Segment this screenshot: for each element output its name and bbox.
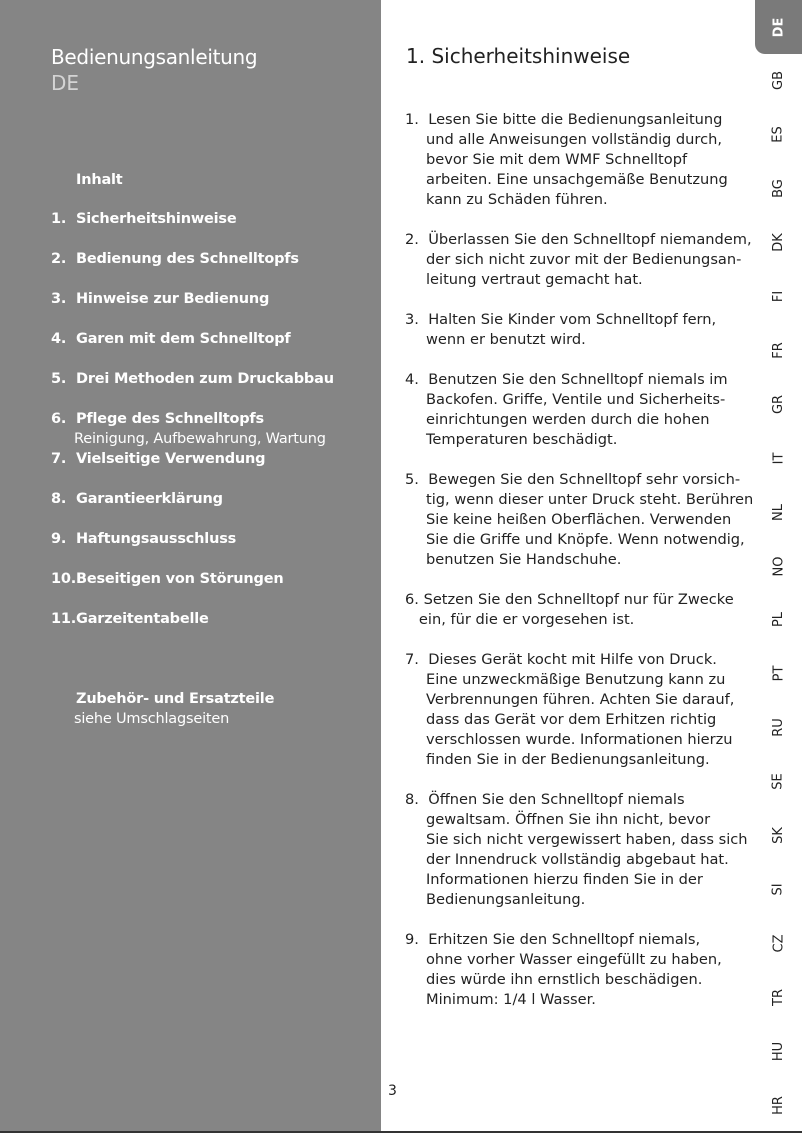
language-code: PT [771,665,786,682]
toc-label: Hinweise zur Bedienung [76,291,270,307]
toc-accessories[interactable] [76,689,274,729]
language-tab-pt[interactable] [755,647,802,701]
item-line: 4. Benutzen Sie den Schnelltopf niemals im [405,371,728,388]
item-line: ein, für die er vorgesehen ist. [405,611,635,628]
item-line: 3. Halten Sie Kinder vom Schnelltopf fern, [405,311,717,328]
item-line: 1. Lesen Sie bitte die Bedienungsanleitung [405,111,723,128]
item-line: wenn er benutzt wird. [426,331,586,348]
manual-language: DE [51,71,80,95]
language-tab-de[interactable] [755,0,802,54]
language-code: PL [771,612,786,628]
language-tab-gb[interactable] [755,54,802,108]
toc-item[interactable] [51,289,269,309]
section-title: 1. Sicherheitshinweise [406,44,631,68]
language-code: GR [770,394,786,414]
safety-item [405,790,753,910]
language-code: RU [771,718,786,737]
item-line: Verbrennungen führen. Achten Sie darauf, [426,691,735,708]
item-line: der Innendruck vollständig abgebaut hat. [426,851,729,868]
language-code: ES [771,126,786,144]
toc-number: 1. [51,211,67,227]
toc-number: 3. [51,291,67,307]
language-tab-hu[interactable] [755,1024,802,1078]
page-number: 3 [388,1083,397,1099]
toc-sublabel: Reinigung, Aufbewahrung, Wartung [74,431,326,447]
language-tab-cz[interactable] [755,916,802,970]
language-code: TR [770,988,786,1006]
item-line: 6. Setzen Sie den Schnelltopf nur für Zwecke [405,591,734,608]
item-line: der sich nicht zuvor mit der Bedienungsan- [426,251,742,268]
accessories-sublabel: siehe Umschlagseiten [74,711,230,727]
item-line: dass das Gerät vor dem Erhitzen richtig [426,711,717,728]
language-tab-hr[interactable] [755,1078,802,1132]
item-line: 7. Dieses Gerät kocht mit Hilfe von Druck. [405,651,717,668]
language-tab-gr[interactable] [755,377,802,431]
toc-number: 8. [51,491,67,507]
item-line: gewaltsam. Öffnen Sie ihn nicht, bevor [426,811,711,828]
safety-item [405,310,753,350]
language-tab-ru[interactable] [755,701,802,755]
item-line: Backofen. Griffe, Ventile und Sicherheits- [426,391,726,408]
language-code: NO [771,556,786,576]
toc-item[interactable] [51,409,326,449]
toc-item[interactable] [51,489,223,509]
language-tab-se[interactable] [755,755,802,809]
safety-item [405,470,753,570]
safety-item [405,370,753,450]
sidebar-panel [0,0,381,1133]
language-code: FI [771,290,786,303]
toc-label: Sicherheitshinweise [76,211,237,227]
toc-number: 10. [51,571,77,587]
toc-label: Garen mit dem Schnelltopf [76,331,291,347]
language-tab-tr[interactable] [755,970,802,1024]
item-line: Sie die Griffe und Knöpfe. Wenn notwendig, [426,531,745,548]
item-line: verschlossen wurde. Informationen hierzu [426,731,733,748]
item-line: leitung vertraut gemacht hat. [426,271,643,288]
toc-number: 2. [51,251,67,267]
item-line: dies würde ihn ernstlich beschädigen. [426,971,703,988]
item-line: Sie keine heißen Oberflächen. Verwenden [426,511,732,528]
item-line: Bedienungsanleitung. [426,891,586,908]
language-code: SE [771,773,786,790]
language-tab-sk[interactable] [755,809,802,863]
toc-item[interactable] [51,329,291,349]
language-tab-no[interactable] [755,539,802,593]
language-tab-fi[interactable] [755,270,802,324]
language-code: HR [771,1095,786,1115]
toc-item[interactable] [51,449,265,469]
safety-instructions-list [405,110,753,1030]
language-code: HU [770,1041,786,1061]
language-tab-bg[interactable] [755,162,802,216]
item-line: 9. Erhitzen Sie den Schnelltopf niemals, [405,931,701,948]
item-line: Sie sich nicht vergewissert haben, dass sich [426,831,748,848]
contents-heading: Inhalt [76,172,123,188]
toc-number: 4. [51,331,67,347]
item-line: bevor Sie mit dem WMF Schnelltopf [426,151,688,168]
language-code: NL [771,503,786,521]
item-line: Informationen hierzu finden Sie in der [426,871,703,888]
toc-number: 5. [51,371,67,387]
toc-label: Garzeitentabelle [76,611,209,627]
safety-item [405,590,753,630]
language-tab-it[interactable] [755,431,802,485]
language-code: SI [771,883,786,896]
toc-label: Garantieerklärung [76,491,223,507]
language-tab-es[interactable] [755,108,802,162]
safety-item [405,110,753,210]
toc-label: Drei Methoden zum Druckabbau [76,371,334,387]
item-line: Minimum: 1/4 l Wasser. [426,991,596,1008]
toc-item[interactable] [51,529,236,549]
language-tab-pl[interactable] [755,593,802,647]
toc-label: Beseitigen von Störungen [76,571,284,587]
item-line: 5. Bewegen Sie den Schnelltopf sehr vorsich- [405,471,741,488]
language-tab-dk[interactable] [755,216,802,270]
toc-item[interactable] [51,569,283,589]
manual-title: Bedienungsanleitung [51,45,258,69]
toc-item[interactable] [51,609,209,629]
toc-label: Vielseitige Verwendung [76,451,266,467]
item-line: und alle Anweisungen vollständig durch, [426,131,723,148]
toc-label: Pflege des Schnelltopfs [76,411,264,427]
language-tab-nl[interactable] [755,485,802,539]
toc-item[interactable] [51,369,334,389]
language-tab-si[interactable] [755,862,802,916]
language-code: IT [771,452,786,465]
language-tabs [755,0,802,1133]
item-line: arbeiten. Eine unsachgemäße Benutzung [426,171,728,188]
language-code: SK [771,827,786,844]
toc-item[interactable] [51,209,237,229]
toc-number: 9. [51,531,67,547]
toc-label: Haftungsausschluss [76,531,237,547]
language-code: CZ [770,934,786,953]
toc-number: 11. [51,611,77,627]
item-line: benutzen Sie Handschuhe. [426,551,622,568]
item-line: 2. Überlassen Sie den Schnelltopf niemandem, [405,231,752,248]
item-line: Eine unzweckmäßige Benutzung kann zu [426,671,726,688]
item-line: einrichtungen werden durch die hohen [426,411,710,428]
item-line: finden Sie in der Bedienungsanleitung. [426,751,710,768]
toc-number: 6. [51,411,67,427]
language-tab-fr[interactable] [755,323,802,377]
language-code: DK [770,233,786,252]
item-line: Temperaturen beschädigt. [426,431,618,448]
language-code: BG [770,179,786,199]
safety-item [405,230,753,290]
toc-item[interactable] [51,249,299,269]
language-code: DE [770,17,786,37]
item-line: 8. Öffnen Sie den Schnelltopf niemals [405,791,685,808]
item-line: kann zu Schäden führen. [426,191,608,208]
language-code: FR [770,342,786,359]
safety-item [405,650,753,770]
item-line: tig, wenn dieser unter Druck steht. Berühren [426,491,754,508]
toc-label: Bedienung des Schnelltopfs [76,251,299,267]
item-line: ohne vorher Wasser eingefüllt zu haben, [426,951,722,968]
accessories-label: Zubehör- und Ersatzteile [76,691,275,707]
toc-number: 7. [51,451,67,467]
language-code: GB [771,71,786,91]
safety-item [405,930,753,1010]
